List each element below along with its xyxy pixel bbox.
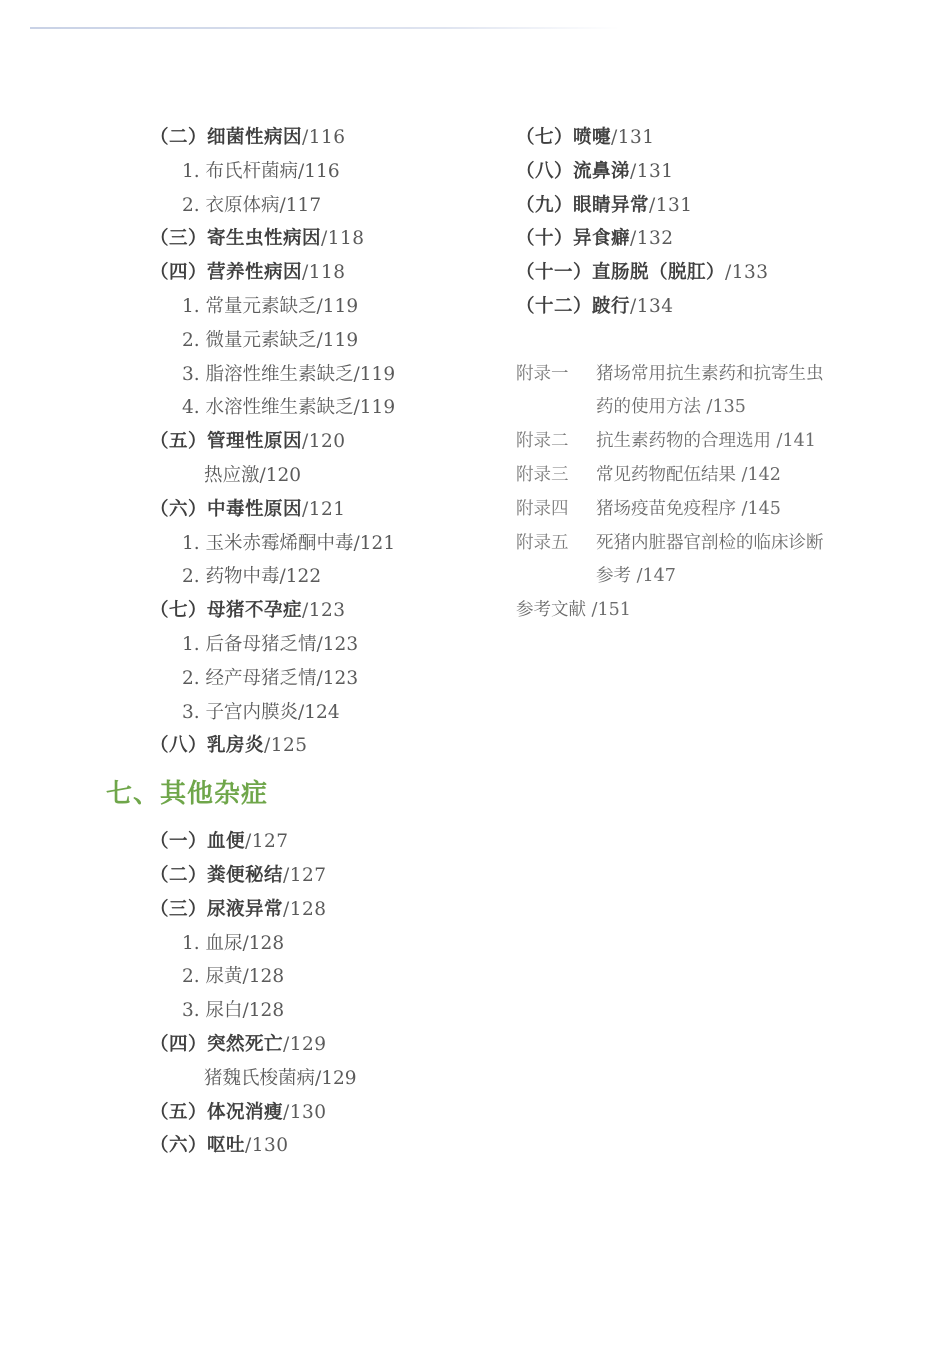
entry-label: （十）异食癖 <box>516 228 631 250</box>
entry-label: （五）体况消瘦 <box>150 1101 284 1123</box>
toc-section-entry[interactable] <box>516 256 916 290</box>
entry-label: 3. 尿白 <box>182 1000 243 1022</box>
toc-left-column <box>106 121 480 1163</box>
entry-label: 2. 微量元素缺乏 <box>182 329 317 351</box>
toc-subentry[interactable] <box>150 696 480 730</box>
toc-section-entry[interactable] <box>516 222 916 256</box>
entry-label: 2. 药物中毒 <box>182 566 280 588</box>
toc-subentry[interactable] <box>150 628 480 662</box>
toc-section-entry[interactable] <box>150 493 480 527</box>
references-entry[interactable]: 参考文献 /151 <box>516 600 631 621</box>
entry-label: （二）细菌性病因 <box>150 127 303 148</box>
page-number: /133 <box>725 262 769 284</box>
entry-label: 4. 水溶性维生素缺乏 <box>182 397 354 419</box>
page-number: /128 <box>242 932 285 954</box>
entry-label: 2. 衣原体病 <box>182 194 280 216</box>
toc-section-entry[interactable] <box>150 1096 480 1130</box>
appendix-entry-continued[interactable] <box>516 391 916 425</box>
toc-section-entry[interactable] <box>150 1129 480 1163</box>
toc-section-entry[interactable] <box>516 155 916 189</box>
toc-group-chapter7-continued <box>516 121 916 324</box>
toc-group-chapter6 <box>150 121 480 763</box>
toc-subentry[interactable] <box>150 358 480 392</box>
appendix-title: 参考 /147 <box>596 566 676 587</box>
entry-label: （十一）直肠脱（脱肛） <box>516 262 726 284</box>
page-number: /119 <box>316 329 359 351</box>
entry-label: （六）呕吐 <box>150 1135 246 1157</box>
page-number: /130 <box>245 1135 289 1157</box>
page-number: /130 <box>283 1101 327 1123</box>
page-number: /127 <box>283 864 327 886</box>
page-number: /119 <box>353 397 396 419</box>
page-number: /128 <box>242 966 285 988</box>
toc-section-entry[interactable] <box>150 729 480 763</box>
toc-section-entry[interactable] <box>150 425 480 459</box>
toc-section-entry[interactable] <box>150 594 480 628</box>
entry-label: 2. 尿黄 <box>182 966 243 988</box>
page-number: /131 <box>630 160 674 182</box>
toc-subentry[interactable] <box>150 1062 480 1096</box>
appendix-entry-continued[interactable] <box>516 560 916 594</box>
entry-label: （七）母猪不孕症 <box>150 600 303 622</box>
page-number: /134 <box>630 295 674 317</box>
toc-section-entry[interactable] <box>516 290 916 324</box>
appendix-title: 猪场常用抗生素药和抗寄生虫 <box>596 363 824 384</box>
page-number: /123 <box>302 600 346 622</box>
toc-section-entry[interactable] <box>150 121 480 155</box>
appendix-label: 附录五 <box>516 532 569 553</box>
entry-label: （三）寄生虫性病因 <box>150 228 322 250</box>
toc-subentry[interactable] <box>150 459 480 493</box>
toc-subentry[interactable] <box>150 290 480 324</box>
toc-group-chapter7 <box>150 825 480 1163</box>
appendix-list <box>516 358 916 595</box>
entry-label: 猪魏氏梭菌病 <box>204 1067 316 1089</box>
appendix-label: 附录一 <box>516 363 569 384</box>
entry-label: （九）眼睛异常 <box>516 194 650 216</box>
appendix-title: 猪场疫苗免疫程序 /145 <box>596 498 781 519</box>
page-number: /129 <box>315 1067 357 1089</box>
appendix-label: 附录四 <box>516 498 569 519</box>
page-number: /129 <box>283 1033 327 1055</box>
toc-section-entry[interactable] <box>150 893 480 927</box>
appendix-label: 附录二 <box>516 431 569 452</box>
entry-label: （八）流鼻涕 <box>516 160 631 182</box>
page-number: /119 <box>353 363 396 385</box>
toc-subentry[interactable] <box>150 560 480 594</box>
entry-label: 1. 后备母猪乏情 <box>182 633 317 655</box>
header-rule <box>30 27 620 29</box>
page-number: /122 <box>279 566 322 588</box>
entry-label: （八）乳房炎 <box>150 735 265 757</box>
appendix-label: 附录三 <box>516 464 569 485</box>
page-number: /132 <box>630 228 674 250</box>
entry-label: （七）喷嚏 <box>516 127 612 148</box>
appendix-title: 抗生素药物的合理选用 /141 <box>596 431 816 452</box>
page-number: /128 <box>283 898 327 920</box>
page-number: /119 <box>316 295 359 317</box>
toc-subentry[interactable] <box>150 527 480 561</box>
appendix-title: 药的使用方法 /135 <box>596 397 746 418</box>
page-number: /123 <box>316 633 359 655</box>
page-number: /121 <box>302 498 346 520</box>
entry-label: 1. 常量元素缺乏 <box>182 295 317 317</box>
toc-subentry[interactable] <box>150 391 480 425</box>
toc-section-entry[interactable] <box>150 256 480 290</box>
toc-subentry[interactable] <box>150 324 480 358</box>
entry-label: （三）尿液异常 <box>150 898 284 920</box>
page-number: /120 <box>302 431 346 453</box>
chapter-title[interactable]: 七、其他杂症 <box>106 779 269 810</box>
page-number: /123 <box>316 667 359 689</box>
toc-subentry[interactable] <box>150 927 480 961</box>
entry-label: 3. 脂溶性维生素缺乏 <box>182 363 354 385</box>
appendix-entry[interactable] <box>516 425 916 459</box>
toc-section-entry[interactable] <box>516 189 916 223</box>
entry-label: （六）中毒性原因 <box>150 498 303 520</box>
page-number: /116 <box>302 127 346 148</box>
toc-section-entry[interactable] <box>150 1028 480 1062</box>
appendix-title: 常见药物配伍结果 /142 <box>596 464 781 485</box>
toc-subentry[interactable] <box>150 662 480 696</box>
spacer <box>516 324 916 358</box>
toc-right-column <box>516 121 916 628</box>
entry-label: （五）管理性原因 <box>150 431 303 453</box>
entry-label: 3. 子宫内膜炎 <box>182 701 299 723</box>
page-number: /118 <box>321 228 365 250</box>
entry-label: （十二）跛行 <box>516 295 631 317</box>
page-number: /131 <box>611 127 655 148</box>
toc-subentry[interactable] <box>150 994 480 1028</box>
toc-subentry[interactable] <box>150 155 480 189</box>
entry-label: 热应激 <box>204 464 260 486</box>
page-number: /118 <box>302 262 346 284</box>
page-number: /127 <box>245 831 289 853</box>
toc-section-entry[interactable] <box>516 121 916 155</box>
toc-subentry[interactable] <box>150 960 480 994</box>
appendix-entry[interactable] <box>516 358 916 392</box>
toc-section-entry[interactable] <box>150 222 480 256</box>
appendix-entry[interactable] <box>516 527 916 561</box>
appendix-entry[interactable] <box>516 493 916 527</box>
page-number: /124 <box>298 701 340 723</box>
page-number: /131 <box>649 194 693 216</box>
entry-label: （四）突然死亡 <box>150 1033 284 1055</box>
entry-label: 1. 布氏杆菌病 <box>182 160 299 182</box>
entry-label: （一）血便 <box>150 831 246 853</box>
toc-section-entry[interactable] <box>150 859 480 893</box>
entry-label: （二）粪便秘结 <box>150 864 284 886</box>
entry-label: （四）营养性病因 <box>150 262 303 284</box>
page-number: /128 <box>242 1000 285 1022</box>
page-number: /116 <box>298 160 340 182</box>
entry-label: 1. 血尿 <box>182 932 243 954</box>
appendix-entry[interactable] <box>516 459 916 493</box>
page-number: /121 <box>353 532 396 554</box>
page-number: /125 <box>264 735 308 757</box>
entry-label: 1. 玉米赤霉烯酮中毒 <box>182 532 354 554</box>
appendix-title: 死猪内脏器官剖检的临床诊断 <box>596 532 824 553</box>
toc-subentry[interactable] <box>150 189 480 223</box>
page-number: /117 <box>279 194 322 216</box>
toc-section-entry[interactable] <box>150 825 480 859</box>
entry-label: 2. 经产母猪乏情 <box>182 667 317 689</box>
page-number: /120 <box>259 464 302 486</box>
